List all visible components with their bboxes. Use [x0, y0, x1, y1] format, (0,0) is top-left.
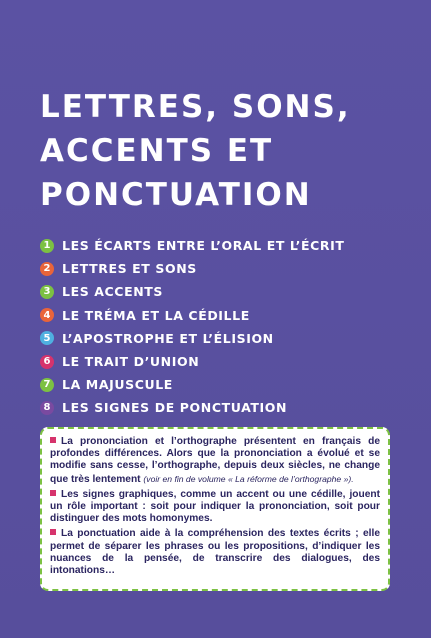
chapter-number-badge: 3: [40, 285, 54, 299]
page-title: [40, 85, 410, 217]
title-line-2: ACCENTS ET: [40, 133, 274, 169]
chapter-item[interactable]: [40, 350, 420, 373]
chapter-label: LE TRÉMA ET LA CÉDILLE: [62, 307, 250, 323]
chapter-item[interactable]: [40, 234, 420, 257]
chapter-item[interactable]: [40, 396, 420, 419]
chapter-number-badge: 5: [40, 331, 54, 345]
chapter-number-badge: 4: [40, 308, 54, 322]
chapter-item[interactable]: [40, 257, 420, 280]
square-bullet-icon: [50, 437, 56, 443]
square-bullet-icon: [50, 490, 56, 496]
chapter-label: LA MAJUSCULE: [62, 377, 173, 393]
chapter-label: LES SIGNES DE PONCTUATION: [62, 400, 288, 416]
intro-box: [40, 427, 390, 591]
chapter-number-badge: 1: [40, 239, 54, 253]
square-bullet-icon: [50, 529, 56, 535]
chapter-item[interactable]: [40, 304, 420, 327]
chapter-label: LE TRAIT D’UNION: [62, 354, 200, 370]
chapter-list: [40, 234, 420, 420]
chapter-item[interactable]: [40, 280, 420, 303]
title-line-3: PONCTUATION: [40, 177, 312, 213]
intro-paragraph: Les signes graphiques, comme un accent ou une cédille, jouent un rôle important : soit pour indiquer la prononciation, soit pour distinguer des mots homonymes.: [50, 488, 380, 525]
chapter-number-badge: 6: [40, 355, 54, 369]
chapter-item[interactable]: [40, 327, 420, 350]
title-line-1: LETTRES, SONS,: [40, 89, 351, 125]
chapter-label: LETTRES ET SONS: [62, 261, 197, 277]
chapter-label: LES ÉCARTS ENTRE L’ORAL ET L’ÉCRIT: [62, 238, 345, 254]
volume-reference-note: (voir en fin de volume « La réforme de l’orthographe »).: [143, 473, 354, 484]
chapter-item[interactable]: [40, 373, 420, 396]
chapter-number-badge: 7: [40, 378, 54, 392]
chapter-label: L’APOSTROPHE ET L’ÉLISION: [62, 330, 274, 346]
intro-paragraph: La ponctuation aide à la compréhension des textes écrits ; elle permet de séparer les phrases ou les propositions, d’indiquer les nuances de la pensée, de transcrire des dialogues, des intonations…: [50, 528, 380, 577]
chapter-number-badge: 2: [40, 262, 54, 276]
chapter-number-badge: 8: [40, 401, 54, 415]
intro-paragraph: La prononciation et l’orthographe présentent en français de profondes différences. Alors que la prononciation a évolué et se modifie sans cesse, l’orthographe, depuis deux siècles, ne change que très lentement (voir en fin de volume « La réforme de l’orthographe »).: [50, 436, 380, 485]
chapter-label: LES ACCENTS: [62, 284, 164, 300]
